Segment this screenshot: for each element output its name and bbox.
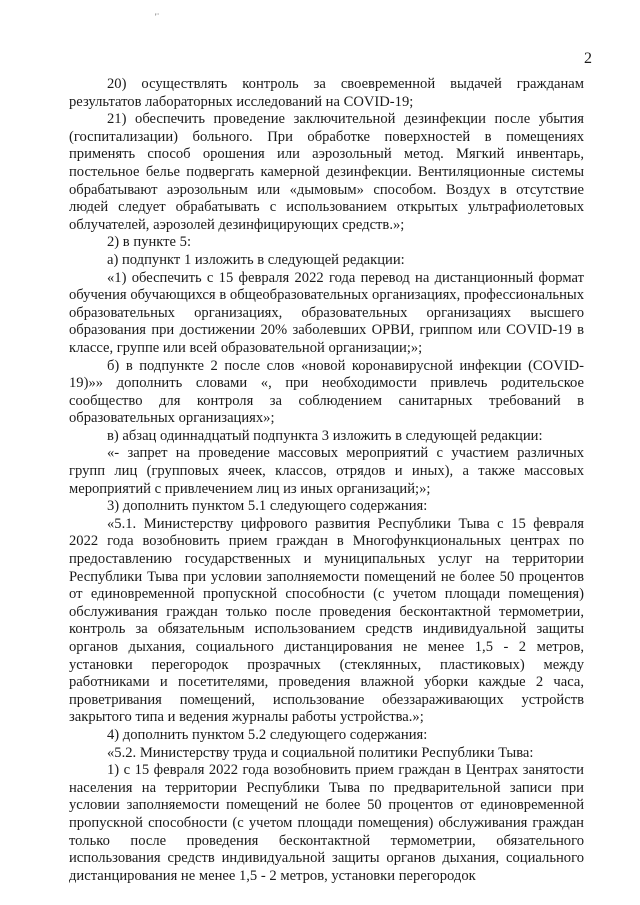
paragraph: 1) с 15 февраля 2022 года возобновить прием граждан в Центрах занятости населения на территории Республики Тыва по предварительной записи при условии заполняемости помещений не более 50 процентов от единовременной пропускной способности (с учетом площади помещения) обслуживания граждан только после проведения бесконтактной термометрии, обязательного использования средств индивидуальной защиты органов дыхания, социального дистанцирования не менее 1,5 - 2 метров, установки перегородок [69,762,584,884]
paragraph: а) подпункт 1 изложить в следующей редакции: [107,251,405,268]
paragraph: в) абзац одиннадцатый подпункта 3 изложить в следующей редакции: [107,427,543,444]
paragraph: «1) обеспечить с 15 февраля 2022 года перевод на дистанционный формат обучения обучающихся в общеобразовательных организациях, профессиональных образовательных организациях, образовательных организациях высшего образования при достижении 20% заболевших ОРВИ, гриппом или COVID-19 в классе, группе или всей образовательной организации;»; [69,269,584,356]
page-number: 2 [584,50,592,67]
paragraph: 2) в пункте 5: [107,234,192,251]
paragraph: 20) осуществлять контроль за своевременной выдачей гражданам результатов лабораторных исследований на COVID-19; [69,76,584,110]
paragraph: 3) дополнить пунктом 5.1 следующего содержания: [107,498,428,515]
paragraph: б) в подпункте 2 после слов «новой коронавирусной инфекции (COVID-19)»» дополнить словами «, при необходимости привлечь родительское сообщество для контроля за соблюдением санитарных требований в образовательных организациях»; [69,357,584,427]
paragraph: «- запрет на проведение массовых мероприятий с участием различных групп лиц (групповых ячеек, классов, отрядов и иных), а также массовых мероприятий с привлечением лиц из иных организаций;»; [69,445,584,497]
paragraph: 21) обеспечить проведение заключительной дезинфекции после убытия (госпитализации) больного. При обработке поверхностей в помещениях применять способ орошения или аэрозольный метод. Мягкий инвентарь, постельное белье подвергать камерной дезинфекции. Вентиляционные системы обрабатывают аэрозольным или «дымовым» способом. Воздух в отсутствие людей следует обрабатывать с использованием открытых ультрафиолетовых облучателей, аэрозолей дезинфицирующих средств.»; [69,111,584,233]
paragraph: «5.1. Министерству цифрового развития Республики Тыва с 15 февраля 2022 года возобновить прием граждан в Многофункциональных центрах по предоставлению государственных и муниципальных услуг на территории Республики Тыва при условии заполняемости помещений не более 50 процентов от единовременной пропускной способности (с учетом площади помещения) обслуживания граждан только после проведения бесконтактной термометрии, контроль за обязательным использованием средств индивидуальной защиты органов дыхания, социального дистанцирования не менее 1,5 - 2 метров, установки перегородок прозрачных (стеклянных, пластиковых) между работниками и посетителями, проведения влажной уборки каждые 2 часа, проветривания помещений, использование обеззараживающих устройств закрытого типа и ведения журналы работы устройства.»; [69,515,584,726]
scan-mark: 'ʿ [155,12,160,22]
paragraph: 4) дополнить пунктом 5.2 следующего содержания: [107,726,428,743]
document-body [69,76,584,885]
paragraph: «5.2. Министерству труда и социальной политики Республики Тыва: [107,744,534,761]
